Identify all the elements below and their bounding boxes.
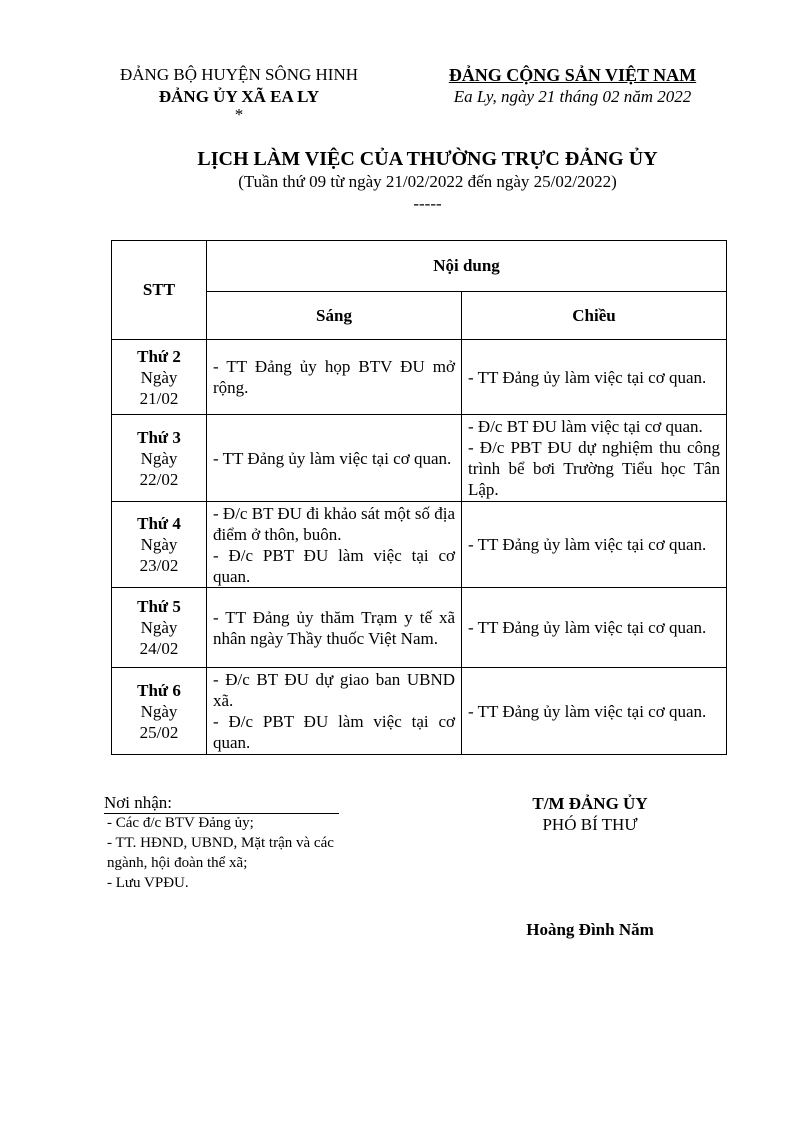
morning-item: - TT Đảng ủy họp BTV ĐU mở rộng. — [213, 357, 455, 397]
date-label: Ngày — [140, 448, 178, 468]
org-commune: ĐẢNG ỦY XÃ EA LY — [158, 87, 320, 106]
date-value: 23/02 — [139, 556, 179, 575]
morning-cell — [207, 668, 462, 755]
date-label: Ngày — [140, 535, 178, 554]
schedule-rows — [112, 340, 727, 755]
morning-cell — [207, 588, 462, 668]
recipients-list — [107, 813, 337, 893]
afternoon-item: - Đ/c PBT ĐU dự nghiệm thu công trình bể bơi Trường Tiểu học Tân Lập. — [468, 438, 720, 499]
afternoon-item: - TT Đảng ủy làm việc tại cơ quan. — [468, 367, 707, 387]
place-date: Ea Ly, ngày 21 tháng 02 năm 2022 — [453, 87, 692, 106]
morning-item: - Đ/c BT ĐU đi khảo sát một số địa điểm ở thôn, buôn. — [213, 503, 455, 544]
date-value: 25/02 — [139, 722, 179, 742]
day-cell — [112, 502, 207, 588]
afternoon-item: - TT Đảng ủy làm việc tại cơ quan. — [468, 701, 707, 721]
document-title: LỊCH LÀM VIỆC CỦA THƯỜNG TRỰC ĐẢNG ỦY — [197, 148, 658, 170]
schedule-table — [111, 240, 727, 755]
header-afternoon: Chiều — [462, 292, 727, 340]
header-content: Nội dung — [207, 241, 727, 292]
day-name: Thứ 4 — [137, 514, 181, 533]
morning-cell — [207, 502, 462, 588]
day-name: Thứ 6 — [137, 680, 181, 700]
table-row — [112, 588, 727, 668]
date-value: 22/02 — [139, 469, 179, 489]
day-cell — [112, 668, 207, 755]
document-subtitle: (Tuần thứ 09 từ ngày 21/02/2022 đến ngày 25/02/2022) — [238, 172, 617, 191]
afternoon-cell — [462, 588, 727, 668]
recipient-item: - Các đ/c BTV Đảng ủy; — [107, 815, 254, 831]
table-row — [112, 502, 727, 588]
day-cell — [112, 340, 207, 415]
morning-item: - TT Đảng ủy làm việc tại cơ quan. — [213, 448, 452, 468]
signature-block — [470, 793, 710, 835]
table-row — [112, 340, 727, 415]
date-value: 21/02 — [139, 388, 179, 408]
date-label: Ngày — [140, 618, 178, 637]
day-name: Thứ 3 — [137, 427, 181, 447]
morning-cell — [207, 415, 462, 502]
header-morning: Sáng — [207, 292, 462, 340]
afternoon-cell — [462, 415, 727, 502]
party-name: ĐẢNG CỘNG SẢN VIỆT NAM — [448, 65, 697, 85]
afternoon-item: - Đ/c BT ĐU làm việc tại cơ quan. — [468, 417, 703, 436]
recipient-item: - TT. HĐND, UBND, Mặt trận và các ngành, hội đoàn thể xã; — [107, 835, 334, 871]
signer-name: Hoàng Đình Năm — [526, 920, 654, 939]
morning-item: - Đ/c PBT ĐU làm việc tại cơ quan. — [213, 712, 455, 752]
party-header — [425, 64, 720, 108]
day-cell — [112, 415, 207, 502]
afternoon-cell — [462, 668, 727, 755]
afternoon-cell — [462, 502, 727, 588]
morning-cell — [207, 340, 462, 415]
day-name: Thứ 2 — [137, 346, 181, 366]
table-header-row — [112, 241, 727, 292]
recipient-item: - Lưu VPĐU. — [107, 875, 189, 891]
table-row — [112, 668, 727, 755]
org-district: ĐẢNG BỘ HUYỆN SÔNG HINH — [120, 65, 358, 84]
org-mark: * — [234, 105, 244, 124]
afternoon-cell — [462, 340, 727, 415]
header-stt: STT — [112, 241, 207, 340]
date-label: Ngày — [140, 367, 178, 387]
afternoon-item: - TT Đảng ủy làm việc tại cơ quan. — [468, 535, 707, 554]
recipients-heading: Nơi nhận: — [104, 793, 339, 814]
date-value: 24/02 — [139, 639, 179, 658]
signature-position: PHÓ BÍ THƯ — [542, 815, 638, 834]
signature-on-behalf: T/M ĐẢNG ỦY — [532, 794, 648, 813]
afternoon-item: - TT Đảng ủy làm việc tại cơ quan. — [468, 618, 707, 637]
issuing-organization — [100, 64, 378, 122]
morning-item: - TT Đảng ủy thăm Trạm y tế xã nhân ngày Thầy thuốc Việt Nam. — [213, 607, 455, 648]
morning-item: - Đ/c PBT ĐU làm việc tại cơ quan. — [213, 545, 455, 586]
table-row — [112, 415, 727, 502]
date-label: Ngày — [140, 701, 178, 721]
morning-item: - Đ/c BT ĐU dự giao ban UBND xã. — [213, 670, 455, 710]
day-cell — [112, 588, 207, 668]
day-name: Thứ 5 — [137, 597, 181, 616]
title-separator: ----- — [413, 194, 442, 213]
